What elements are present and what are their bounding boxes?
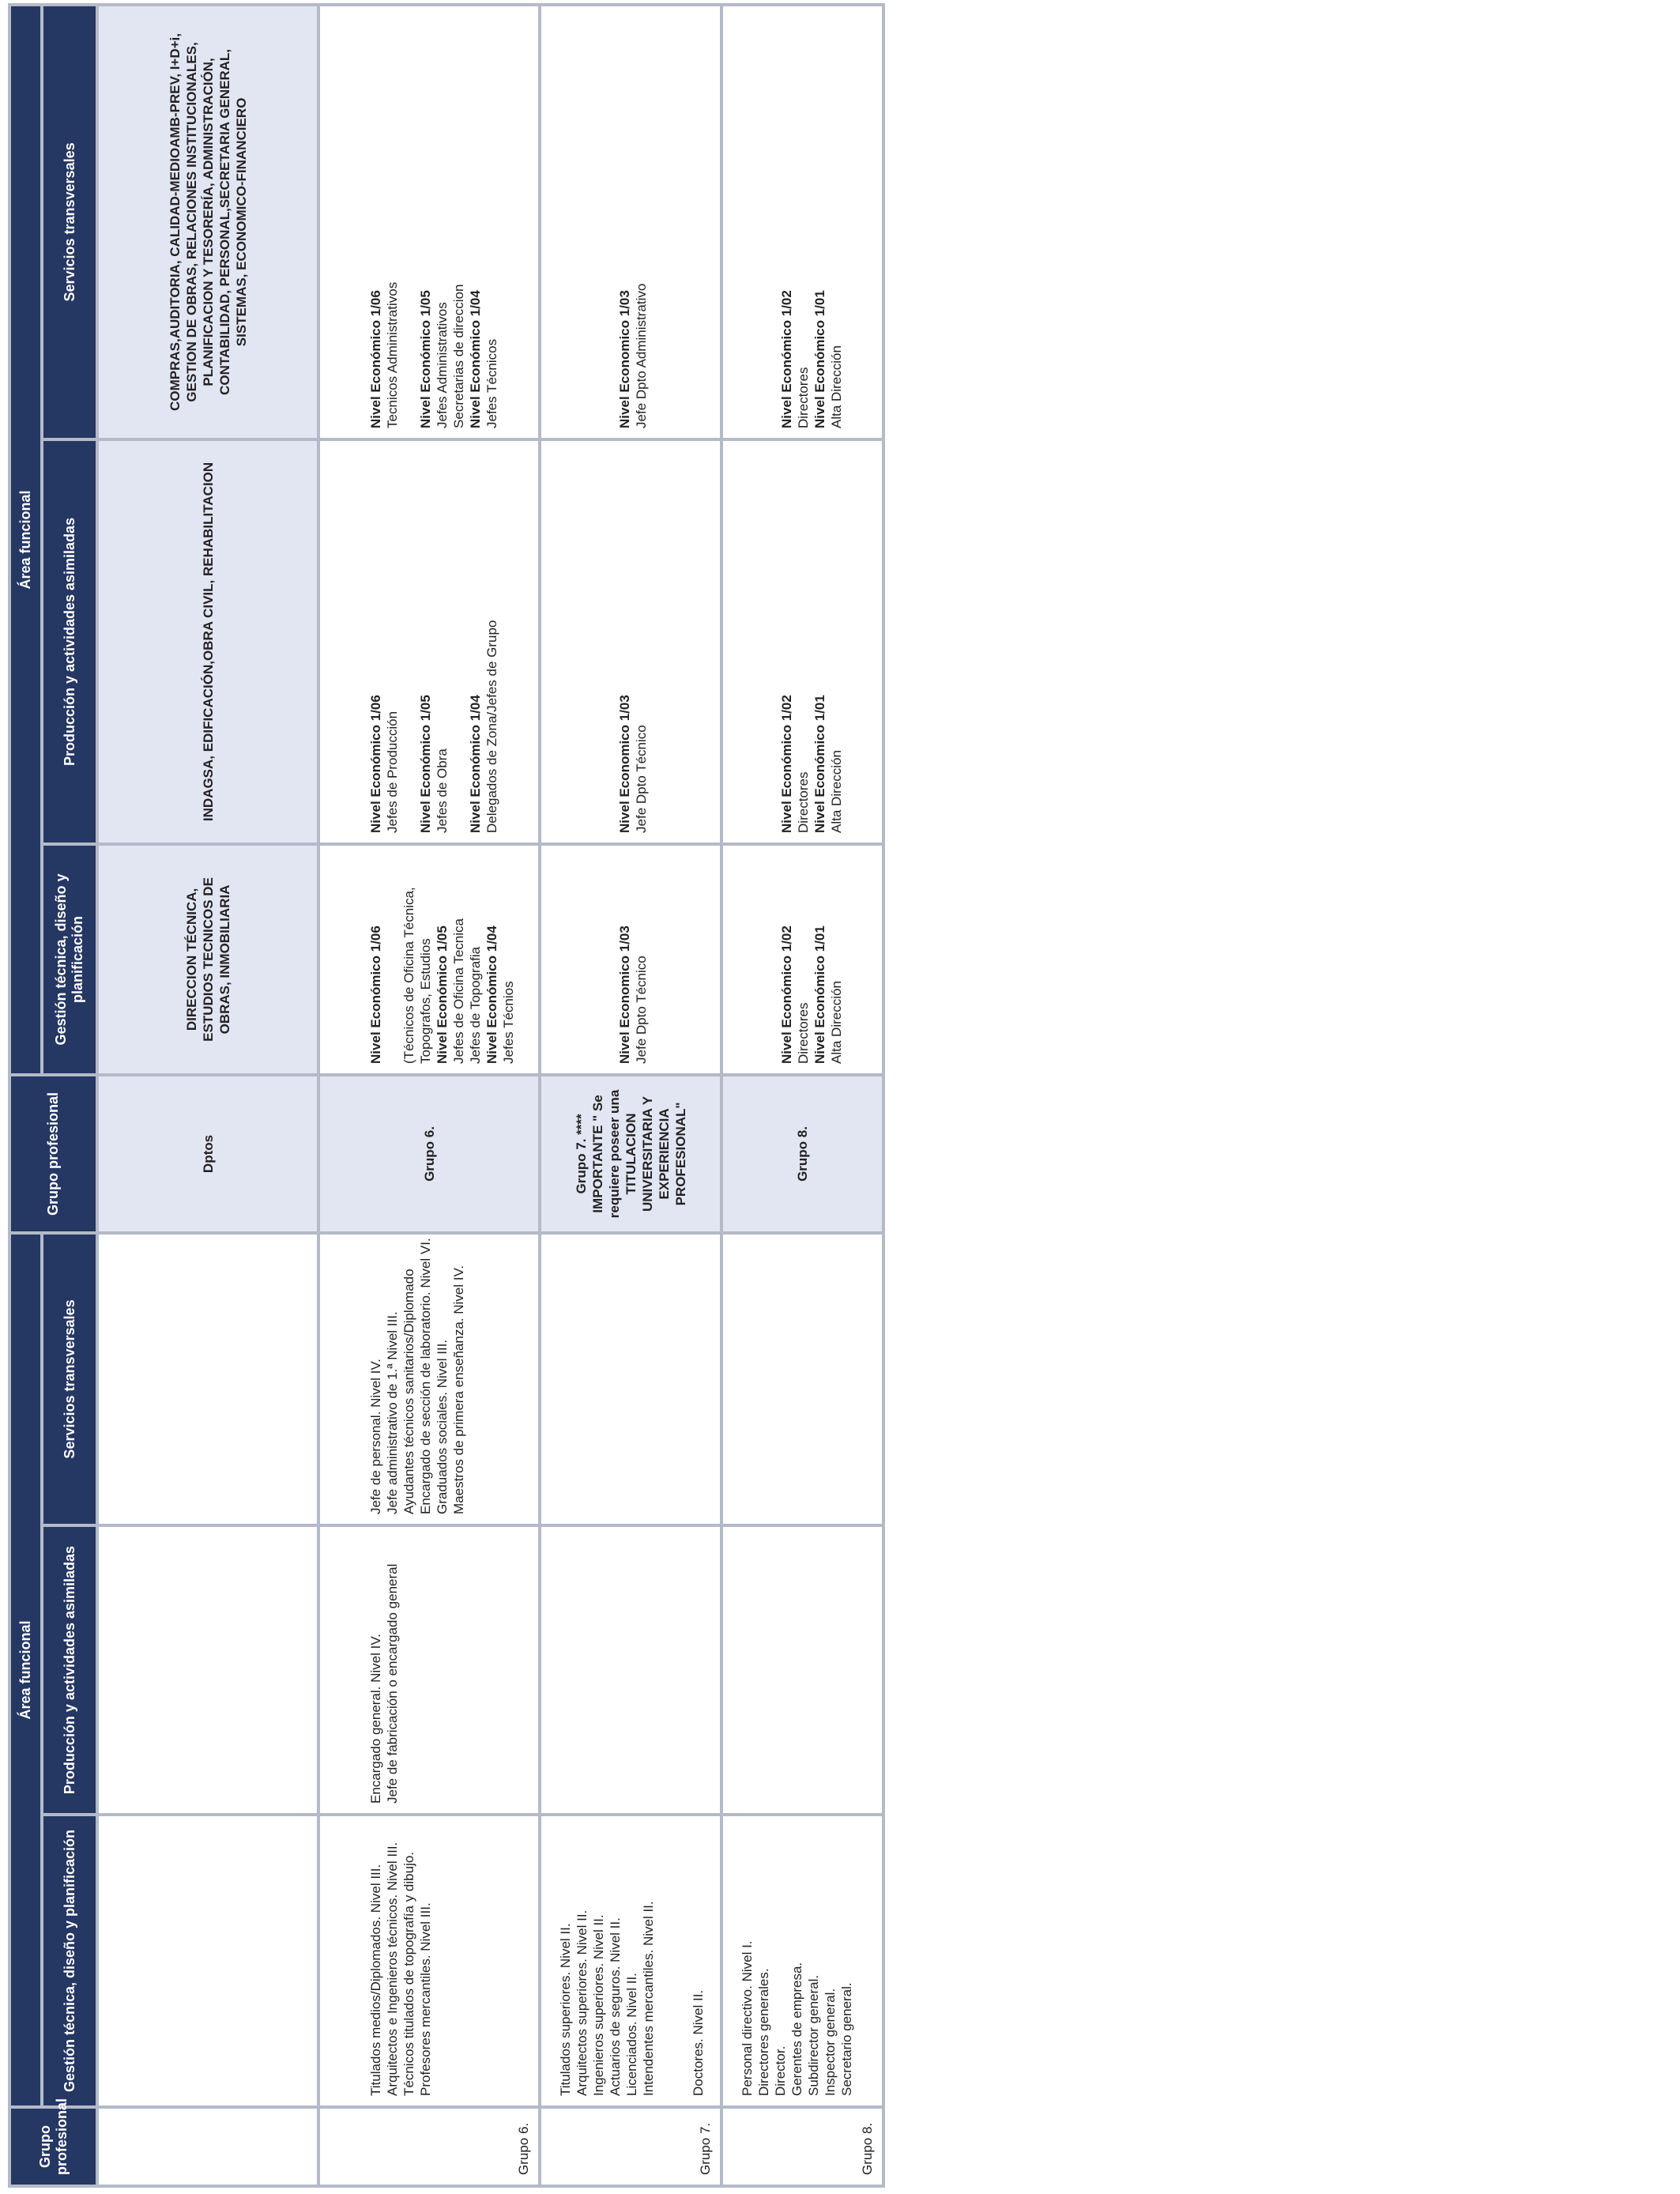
nivel-economico-label: Nivel Económico 1/06 bbox=[368, 695, 383, 833]
cell-line: (Técnicos de Oficina Técnica, bbox=[401, 887, 416, 1064]
cell-line: Jefe Dpto Técnico bbox=[634, 956, 649, 1064]
right-header-grupo: Grupo profesional bbox=[9, 1075, 97, 1233]
cell-line: Jefes Técnios bbox=[501, 981, 516, 1064]
cell-line: Gerentes de empresa. bbox=[789, 1962, 804, 2096]
right-servicios-8 bbox=[721, 5, 883, 439]
left-empty-produccion bbox=[97, 1525, 318, 1815]
dptos-produccion: INDAGSA, EDIFICACIÓN,OBRA CIVIL, REHABILITACION bbox=[97, 439, 318, 844]
left-produccion-6 bbox=[318, 1525, 540, 1815]
cell-line: Subdirector general. bbox=[806, 1974, 821, 2096]
right-produccion-7 bbox=[540, 439, 721, 844]
dptos-gestion: DIRECCION TÉCNICA, ESTUDIOS TECNICOS DE OBRAS, INMOBILIARIA bbox=[97, 844, 318, 1075]
left-produccion-8 bbox=[721, 1525, 883, 1815]
left-header-gestion: Gestión técnica, diseño y planificación bbox=[42, 1815, 97, 2107]
cell-line: Jefes de Obra bbox=[435, 748, 450, 833]
cell-line: Secretarias de direccion bbox=[451, 284, 466, 428]
left-produccion-7 bbox=[540, 1525, 721, 1815]
cell-line: Jefe Dpto Técnico bbox=[634, 725, 649, 833]
cell-line: Actuarios de seguros. Nivel II. bbox=[608, 1917, 623, 2096]
cell-line: Ayudantes técnicos sanitarios/Diplomado bbox=[401, 1269, 416, 1514]
cell-line: Arquitectos e Ingenieros técnicos. Nivel III. bbox=[385, 1842, 400, 2096]
nivel-economico-label: Nivel Económico 1/04 bbox=[484, 925, 499, 1064]
nivel-economico-label: Nivel Económico 1/06 bbox=[368, 925, 383, 1064]
cell-line: Jefe Dpto Administrativo bbox=[634, 283, 649, 428]
cell-line: Directores bbox=[796, 771, 811, 833]
cell-line: Titulados medios/Diplomados. Nivel III. bbox=[368, 1864, 383, 2096]
cell-line: Licenciados. Nivel II. bbox=[624, 1973, 639, 2096]
right-gestion-6 bbox=[318, 844, 540, 1075]
cell-line: Jefe de personal. Nivel IV. bbox=[368, 1359, 383, 1514]
nivel-economico-label: Nivel Económico 1/04 bbox=[468, 695, 483, 833]
cell-line: Directores bbox=[796, 1002, 811, 1064]
left-header-produccion: Producción y actividades asimiladas bbox=[42, 1525, 97, 1815]
cell-line: Jefes Administrativos bbox=[435, 302, 450, 428]
cell-line: Directores generales. bbox=[756, 1968, 771, 2096]
right-servicios-6 bbox=[318, 5, 540, 439]
cell-line bbox=[384, 855, 401, 1064]
nivel-economico-label: Nivel Económico 1/05 bbox=[435, 925, 450, 1064]
right-gestion-8 bbox=[721, 844, 883, 1075]
left-header-servicios: Servicios transversales bbox=[42, 1233, 97, 1525]
nivel-economico-label: Nivel Económico 1/04 bbox=[468, 290, 483, 428]
cell-line: Maestros de primera enseñanza. Nivel IV. bbox=[451, 1265, 466, 1514]
dptos-servicios: COMPRAS,AUDITORIA, CALIDAD-MEDIOAMB-PREV, I+D+i, GESTION DE OBRAS, RELACIONES INSTITUCIONALES, PLANIFICACION Y TESORERÍA, ADMINISTRACIÓN, CONTABILIDAD, PERSONAL,SECRETARIA GENERAL, SISTEMAS, ECONOMICO-FINANCIERO bbox=[97, 5, 318, 439]
cell-line: Alta Dirección bbox=[829, 981, 844, 1064]
left-header-grupo: Grupo profesional bbox=[9, 2107, 97, 2186]
left-empty-grupo bbox=[97, 2107, 318, 2186]
nivel-economico-label: Nivel Económico 1/01 bbox=[812, 925, 827, 1064]
cell-line: Encargado general. Nivel IV. bbox=[368, 1634, 383, 1804]
cell-line: Titulados superiores. Nivel II. bbox=[558, 1923, 573, 2096]
classification-table bbox=[8, 3, 885, 2188]
right-grupo-8: Grupo 8. bbox=[721, 1075, 883, 1233]
dptos-label: Dptos bbox=[97, 1075, 318, 1233]
cell-line: Directores bbox=[796, 367, 811, 428]
cell-line bbox=[450, 450, 467, 833]
left-gestion-8 bbox=[721, 1815, 883, 2107]
nivel-economico-label: Nivel Económico 1/02 bbox=[779, 695, 794, 833]
left-grupo-6: Grupo 6. bbox=[318, 2107, 540, 2186]
nivel-economico-label: Nivel Economico 1/03 bbox=[617, 290, 632, 428]
right-header-servicios: Servicios transversales bbox=[42, 5, 97, 439]
nivel-economico-label: Nivel Económico 1/02 bbox=[779, 925, 794, 1064]
cell-line: Jefes de Oficina Tecnica bbox=[451, 918, 466, 1064]
cell-line: Profesores mercantiles. Nivel III. bbox=[418, 1902, 433, 2096]
cell-line: Personal directivo. Nivel I. bbox=[740, 1940, 755, 2096]
cell-line: Arquitectos superiores. Nivel II. bbox=[574, 1909, 590, 2096]
cell-line: Director. bbox=[773, 2045, 788, 2096]
nivel-economico-label: Nivel Economico 1/03 bbox=[617, 925, 632, 1064]
right-servicios-7 bbox=[540, 5, 721, 439]
nivel-economico-label: Nivel Economico 1/03 bbox=[617, 695, 632, 833]
cell-line: Jefes de Topografia bbox=[468, 946, 483, 1064]
left-header-area: Área funcional bbox=[9, 1233, 42, 2107]
cell-line: Jefe de fabricación o encargado general bbox=[385, 1563, 400, 1804]
cell-line: Secretario general. bbox=[839, 1982, 854, 2096]
left-servicios-8 bbox=[721, 1233, 883, 1525]
left-gestion-6 bbox=[318, 1815, 540, 2107]
right-produccion-6 bbox=[318, 439, 540, 844]
cell-line: Alta Dirección bbox=[829, 345, 844, 428]
nivel-economico-label: Nivel Económico 1/02 bbox=[779, 290, 794, 428]
cell-line: Alta Dirección bbox=[829, 750, 844, 833]
right-header-area: Área funcional bbox=[9, 5, 42, 1075]
left-servicios-6 bbox=[318, 1233, 540, 1525]
cell-line: Jefes de Producción bbox=[385, 711, 400, 833]
nivel-economico-label: Nivel Económico 1/06 bbox=[368, 290, 383, 428]
cell-line bbox=[401, 16, 417, 428]
left-empty-servicios bbox=[97, 1233, 318, 1525]
cell-line: Delegados de Zona/Jefes de Grupo bbox=[484, 620, 499, 833]
nivel-economico-label: Nivel Económico 1/05 bbox=[418, 695, 433, 833]
cell-line: Jefes Técnicos bbox=[484, 338, 499, 428]
left-grupo-7: Grupo 7. bbox=[540, 2107, 721, 2186]
nivel-economico-label: Nivel Económico 1/05 bbox=[418, 290, 433, 428]
left-empty-gestion bbox=[97, 1815, 318, 2107]
left-gestion-7-list bbox=[557, 1826, 657, 2096]
right-header-produccion: Producción y actividades asimiladas bbox=[42, 439, 97, 844]
cell-line: Graduados sociales. Nivel III. bbox=[435, 1339, 450, 1514]
left-servicios-7 bbox=[540, 1233, 721, 1525]
cell-line: Encargado de sección de laboratorio. Nivel VI. bbox=[418, 1238, 433, 1514]
cell-line: Jefe administrativo de 1.ª Nivel III. bbox=[385, 1311, 400, 1514]
cell-line bbox=[401, 450, 417, 833]
cell-line: Inspector general. bbox=[823, 1988, 838, 2096]
left-grupo-8: Grupo 8. bbox=[721, 2107, 883, 2186]
nivel-economico-label: Nivel Económico 1/01 bbox=[812, 290, 827, 428]
cell-line: Tecnicos Administrativos bbox=[385, 281, 400, 428]
nivel-economico-label: Nivel Económico 1/01 bbox=[812, 695, 827, 833]
cell-line: Técnicos titulados de topografía y dibujo. bbox=[401, 1851, 416, 2096]
cell-line: Intendentes mercantiles. Nivel II. bbox=[641, 1901, 656, 2096]
right-grupo-7: Grupo 7. **** IMPORTANTE " Se requiere poseer una TITULACION UNIVERSITARIA Y EXPERIENCIA PROFESIONAL" bbox=[540, 1075, 721, 1233]
right-header-gestion: Gestión técnica, diseño y planificación bbox=[42, 844, 97, 1075]
left-gestion-7-extra: Doctores. Nivel II. bbox=[691, 1989, 706, 2096]
right-gestion-7 bbox=[540, 844, 721, 1075]
cell-line: Ingenieros superiores. Nivel II. bbox=[591, 1914, 606, 2096]
right-produccion-8 bbox=[721, 439, 883, 844]
cell-line: Topografos, Estudios bbox=[418, 938, 433, 1064]
right-grupo-6: Grupo 6. bbox=[318, 1075, 540, 1233]
left-gestion-7 bbox=[540, 1815, 721, 2107]
